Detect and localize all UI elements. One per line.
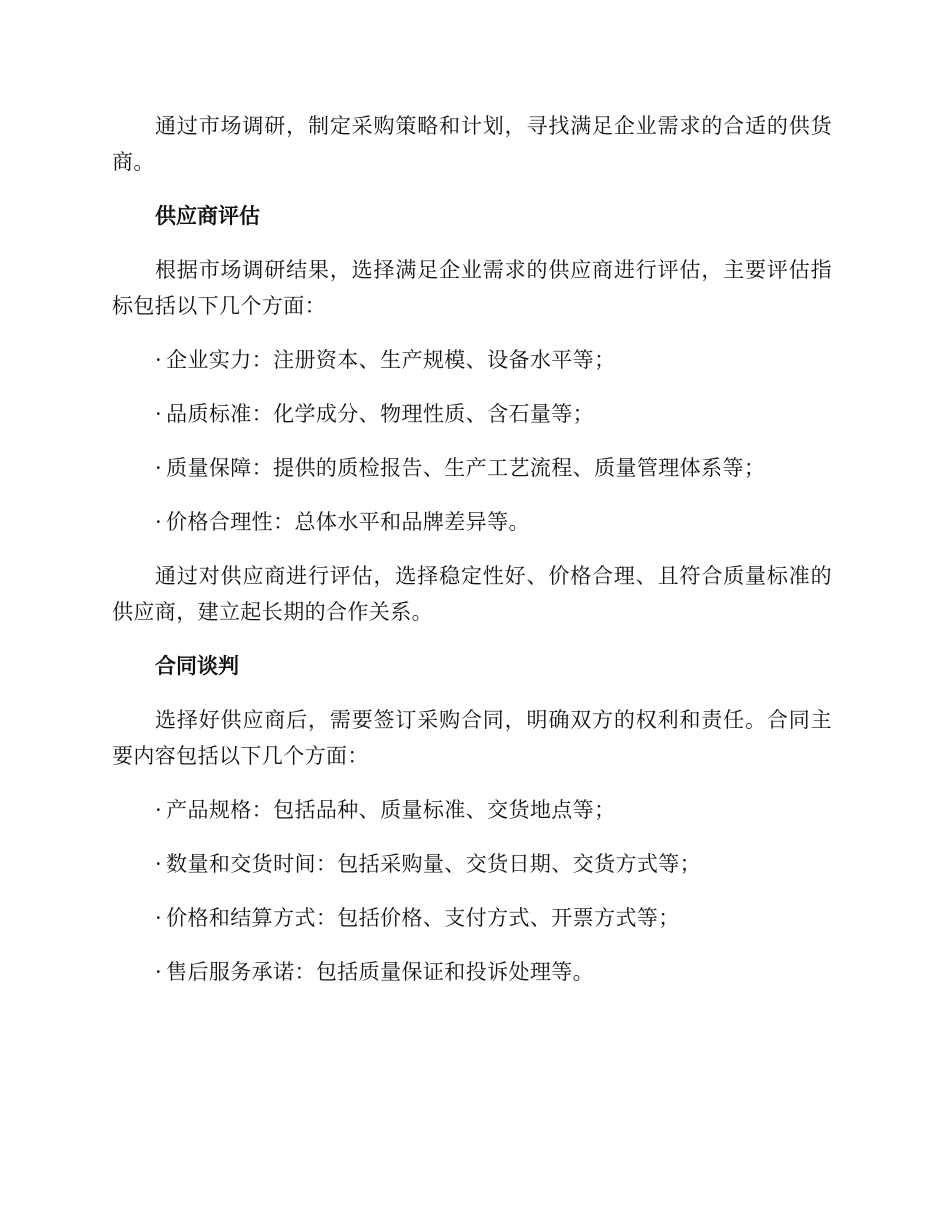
section-closing-paragraph: 通过对供应商进行评估，选择稳定性好、价格合理、且符合质量标准的供应商，建立起长期的合作关系。 — [112, 564, 832, 624]
list-item — [112, 900, 832, 936]
list-item — [112, 792, 832, 828]
section-heading-contract-negotiation: 合同谈判 — [155, 654, 239, 678]
list-item-text: 数量和交货时间：包括采购量、交货日期、交货方式等； — [166, 852, 702, 876]
bullet-dot: · — [155, 906, 163, 930]
list-item-text: 售后服务承诺：包括质量保证和投诉处理等。 — [166, 960, 595, 984]
list-item — [112, 396, 832, 432]
bullet-dot: · — [155, 798, 163, 822]
bullet-dot: · — [155, 456, 163, 480]
list-item-text: 价格和结算方式：包括价格、支付方式、开票方式等； — [166, 906, 680, 930]
section-heading-supplier-evaluation: 供应商评估 — [155, 204, 260, 228]
list-item — [112, 954, 832, 990]
list-item-text: 质量保障：提供的质检报告、生产工艺流程、质量管理体系等； — [166, 456, 766, 480]
document-body — [112, 108, 832, 990]
list-item-text: 品质标准：化学成分、物理性质、含石量等； — [166, 402, 595, 426]
bullet-dot: · — [155, 348, 163, 372]
list-item-text: 企业实力：注册资本、生产规模、设备水平等； — [166, 348, 616, 372]
list-item — [112, 846, 832, 882]
list-item — [112, 504, 832, 540]
list-item-text: 产品规格：包括品种、质量标准、交货地点等； — [166, 798, 616, 822]
list-item — [112, 342, 832, 378]
bullet-dot: · — [155, 402, 163, 426]
intro-paragraph: 通过市场调研，制定采购策略和计划，寻找满足企业需求的合适的供货商。 — [112, 114, 832, 174]
contract-terms-list — [112, 792, 832, 990]
section-lead-paragraph: 选择好供应商后，需要签订采购合同，明确双方的权利和责任。合同主要内容包括以下几个方面： — [112, 708, 832, 768]
bullet-dot: · — [155, 960, 163, 984]
list-item-text: 价格合理性：总体水平和品牌差异等。 — [166, 510, 530, 534]
bullet-dot: · — [155, 510, 163, 534]
evaluation-criteria-list — [112, 342, 832, 540]
section-lead-paragraph: 根据市场调研结果，选择满足企业需求的供应商进行评估，主要评估指标包括以下几个方面： — [112, 258, 832, 318]
bullet-dot: · — [155, 852, 163, 876]
list-item — [112, 450, 832, 486]
